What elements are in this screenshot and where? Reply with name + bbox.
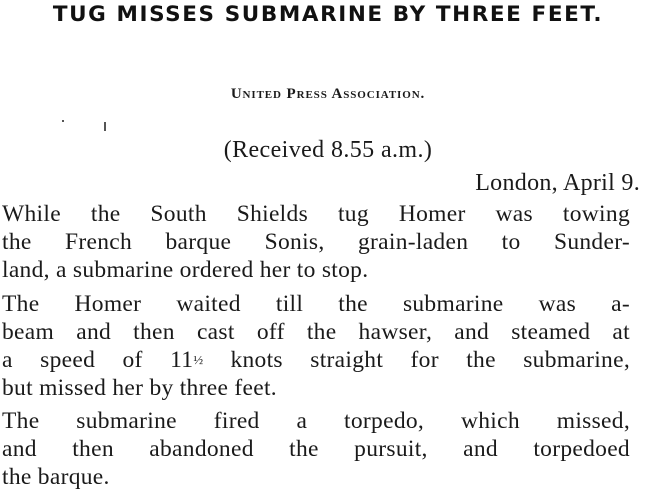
print-speck bbox=[104, 122, 106, 131]
article-line: beam and then cast off the hawser, and steamed at bbox=[2, 319, 630, 345]
article-line: and then abandoned the pursuit, and torpedoed bbox=[2, 436, 630, 462]
article-line: The Homer waited till the submarine was a- bbox=[2, 291, 630, 317]
speed-text-rest: knots straight for the submarine, bbox=[203, 347, 630, 373]
article-line: the barque. bbox=[2, 464, 110, 490]
article-line: While the South Shields tug Homer was towing bbox=[2, 201, 630, 227]
speed-fraction: ½ bbox=[193, 352, 204, 367]
article-line: land, a submarine ordered her to stop. bbox=[2, 257, 369, 283]
headline: TUG MISSES SUBMARINE BY THREE FEET. bbox=[52, 2, 604, 27]
article-line: but missed her by three feet. bbox=[2, 375, 277, 401]
received-time: (Received 8.55 a.m.) bbox=[223, 137, 433, 163]
article-line: the French barque Sonis, grain-laden to Sunder- bbox=[2, 229, 630, 255]
agency-byline: United Press Association. bbox=[230, 86, 426, 102]
article-line: The submarine fired a torpedo, which missed, bbox=[2, 408, 630, 434]
article-line bbox=[2, 346, 630, 374]
print-speck bbox=[62, 120, 64, 122]
dateline: London, April 9. bbox=[475, 170, 640, 196]
speed-text: a speed of 11 bbox=[2, 347, 194, 373]
